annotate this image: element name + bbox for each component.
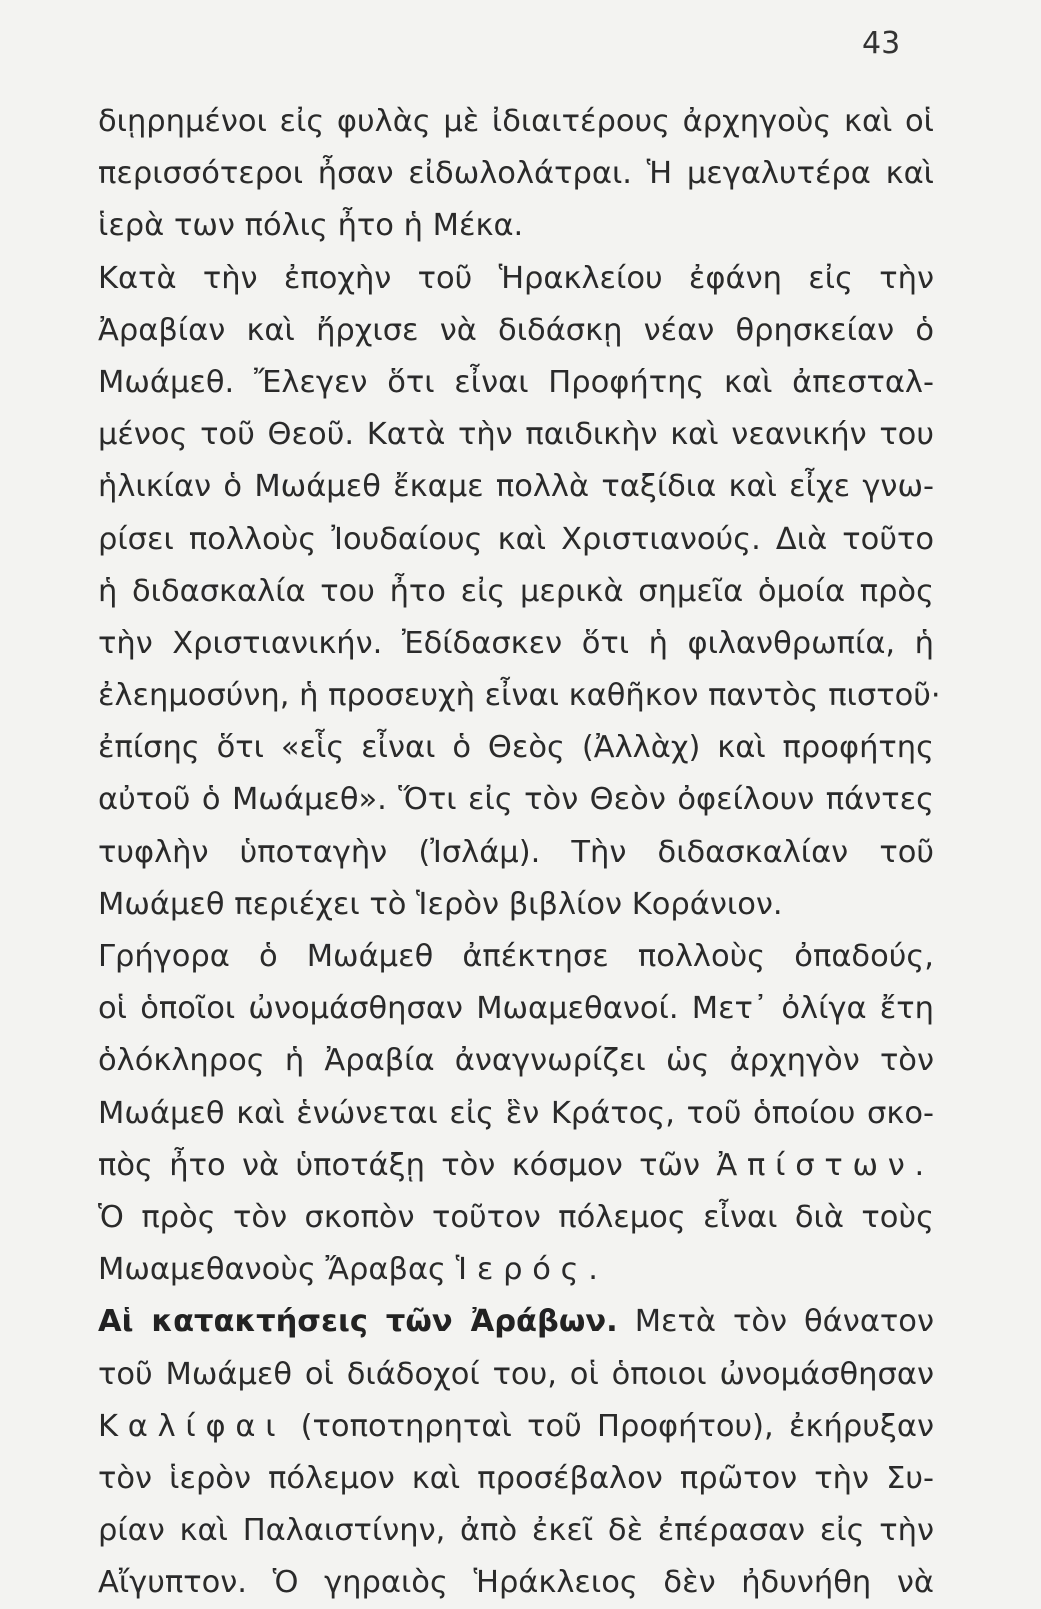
page-number: 43 (862, 26, 901, 61)
text-line (98, 1140, 934, 1192)
body-text (98, 96, 941, 1609)
text-line: Μωάμεθ. Ἔλεγεν ὅτι εἶναι Προφήτης καὶ ἀπεσταλ- (98, 364, 934, 400)
text-line (98, 1244, 934, 1296)
text-line (98, 1401, 934, 1453)
text-line: ἐπίσης ὅτι «εἷς εἶναι ὁ Θεὸς (Ἀλλὰχ) καὶ προφήτης (98, 730, 934, 766)
text-segment: (τοποτηρηταὶ τοῦ Προφήτου), ἐκήρυξαν (300, 1408, 934, 1444)
text-line: τοῦ Μωάμεθ οἱ διάδοχοί του, οἱ ὁποιοι ὠνομάσθησαν (98, 1356, 934, 1392)
text-line: μένος τοῦ Θεοῦ. Κατὰ τὴν παιδικὴν καὶ νεανικήν του (98, 417, 934, 453)
spaced-term: Καλίφαι (98, 1408, 286, 1444)
text-line: διῃρημένοι εἰς φυλὰς μὲ ἰδιαιτέρους ἀρχηγοὺς καὶ οἱ (98, 104, 934, 139)
text-line: ἡλικίαν ὁ Μωάμεθ ἔκαμε πολλὰ ταξίδια καὶ εἶχε γνω- (98, 469, 934, 505)
text-segment: πὸς ἦτο νὰ ὑποτάξῃ τὸν κόσμον τῶν (98, 1147, 701, 1183)
text-line: οἱ ὁποῖοι ὠνομάσθησαν Μωαμεθανοί. Μετ᾽ ὀλίγα ἔτη (98, 991, 934, 1027)
text-line: περισσότεροι ἦσαν εἰδωλολάτραι. Ἡ μεγαλυτέρα καὶ (98, 156, 934, 192)
text-line: Ἀραβίαν καὶ ἤρχισε νὰ διδάσκῃ νέαν θρησκείαν ὁ (98, 312, 934, 348)
text-line: τὸν ἱερὸν πόλεμον καὶ προσέβαλον πρῶτον τὴν Συ- (98, 1460, 934, 1496)
text-line: Ὁ πρὸς τὸν σκοπὸν τοῦτον πόλεμος εἶναι διὰ τοὺς (98, 1199, 934, 1235)
text-line: ρίσει πολλοὺς Ἰουδαίους καὶ Χριστιανούς. Διὰ τοῦτο (98, 521, 934, 557)
text-line: Μωάμεθ περιέχει τὸ Ἱερὸν βιβλίον Κοράνιον. (98, 886, 783, 922)
text-line: Αἴγυπτον. Ὁ γηραιὸς Ἡράκλειος δὲν ἠδυνήθη νὰ (98, 1565, 934, 1601)
text-line: ἡ διδασκαλία του ἦτο εἰς μερικὰ σημεῖα ὁμοία πρὸς (98, 573, 934, 609)
section-heading-line (98, 1296, 934, 1348)
text-segment: Μετὰ τὸν θάνατον (634, 1304, 934, 1340)
paragraph-start-line: Γρήγορα ὁ Μωάμεθ ἀπέκτησε πολλοὺς ὀπαδούς, (98, 939, 934, 974)
text-line: ὁλόκληρος ἡ Ἀραβία ἀναγνωρίζει ὡς ἀρχηγὸν τὸν (98, 1043, 934, 1079)
paragraph-start-line: Κατὰ τὴν ἐποχὴν τοῦ Ἡρακλείου ἐφάνη εἰς τὴν (98, 260, 934, 296)
text-line: ρίαν καὶ Παλαιστίνην, ἀπὸ ἐκεῖ δὲ ἐπέρασαν εἰς τὴν (98, 1513, 934, 1549)
spaced-term: Ἱερός. (455, 1252, 608, 1288)
text-line: ἱερὰ των πόλις ἦτο ἡ Μέκα. (98, 208, 524, 244)
text-line: τὴν Χριστιανικήν. Ἐδίδασκεν ὅτι ἡ φιλανθρωπία, ἡ (98, 625, 934, 661)
text-line: ἐλεημοσύνη, ἡ προσευχὴ εἶναι καθῆκον παντὸς πιστοῦ· (98, 678, 941, 714)
text-line: Μωάμεθ καὶ ἑνώνεται εἰς ἓν Κράτος, τοῦ ὁποίου σκο- (98, 1095, 934, 1131)
text-segment: Μωαμεθανοὺς Ἄραβας (98, 1252, 446, 1288)
text-line: τυφλὴν ὑποταγὴν (Ἰσλάμ). Τὴν διδασκαλίαν τοῦ (98, 834, 934, 870)
spaced-term: Ἀπίστων. (716, 1147, 934, 1183)
section-heading: Αἱ κατακτήσεις τῶν Ἀράβων. (98, 1304, 618, 1340)
text-line: αὐτοῦ ὁ Μωάμεθ». Ὅτι εἰς τὸν Θεὸν ὀφείλουν πάντες (98, 782, 934, 818)
